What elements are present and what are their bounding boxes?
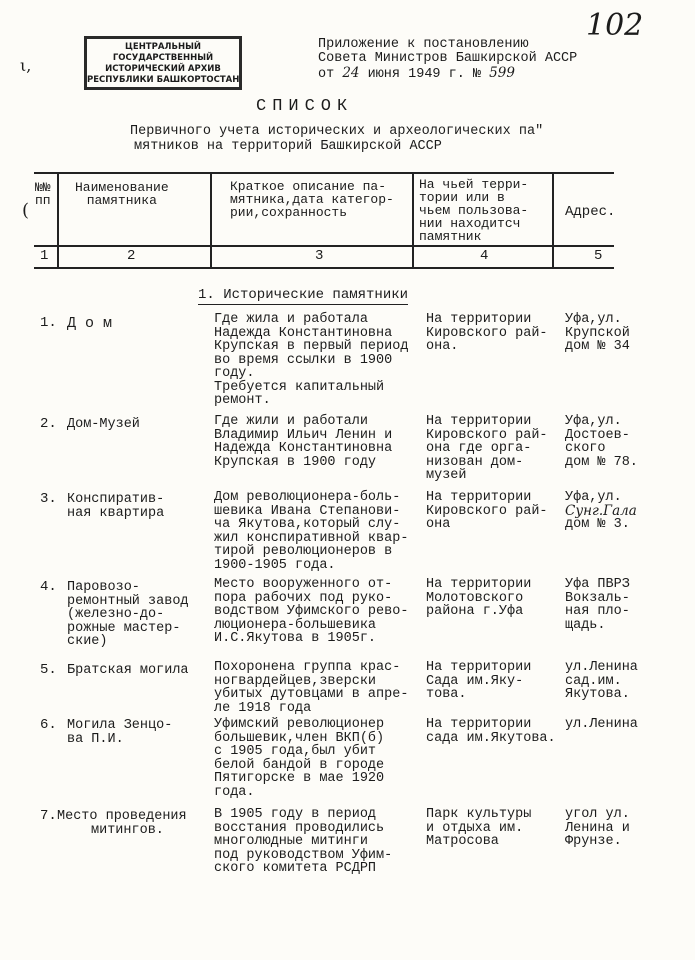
table-top-border (34, 172, 614, 174)
header-num (35, 181, 51, 207)
row-name-line: ная квартира (67, 505, 165, 521)
row-name (67, 664, 189, 678)
row-name-line: Паровозо- (67, 580, 140, 595)
description-line: большевик,член ВКП(б) (214, 730, 385, 746)
row-name (67, 418, 140, 432)
description-line: И.С.Якутова в 1905г. (214, 631, 377, 646)
header-line: тории или в (419, 190, 505, 205)
address-line: ул.Ленина (565, 717, 638, 732)
row-name-line: ремонтный завод (67, 593, 189, 609)
row-territory (426, 415, 548, 483)
row-number: 2. (40, 416, 57, 432)
appendix-number: 599 (489, 65, 515, 81)
territory-line: и отдыха им. (426, 820, 524, 836)
row-address (565, 415, 638, 469)
row-name (67, 581, 189, 649)
territory-line: На территории (426, 414, 532, 429)
row-territory (426, 578, 531, 619)
column-number: 3 (315, 248, 324, 264)
description-line: жил конспиративной квар- (214, 530, 409, 546)
stamp-line: ИСТОРИЧЕСКИЙ АРХИВ (105, 64, 221, 74)
row-description (214, 578, 408, 646)
column-divider (57, 172, 59, 267)
description-line: ремонт. (214, 393, 271, 408)
territory-line: Матросова (426, 834, 499, 849)
row-name-line: ва П.И. (67, 731, 124, 747)
address-line: дом № 78. (565, 454, 638, 470)
header-line: Краткое описание па- (230, 179, 387, 194)
column-number: 1 (40, 248, 49, 264)
row-number: 7. (40, 808, 57, 824)
header-line: №№ (35, 180, 51, 195)
row-name (57, 810, 187, 837)
description-line: ногвардейцев,зверски (214, 673, 377, 689)
description-line: 1900-1905 года. (214, 557, 336, 573)
column-divider (552, 172, 554, 267)
description-line: В 1905 году в период (214, 807, 377, 822)
row-name (67, 317, 112, 331)
row-number: 1. (40, 315, 57, 331)
document-subtitle (130, 124, 543, 154)
territory-line: На территории (426, 577, 532, 592)
territory-line: На территории (426, 717, 532, 732)
description-line: во время ссылки в 1900 (214, 352, 393, 368)
subtitle-line: Первичного учета исторических и археологических па" (130, 124, 544, 139)
territory-line: На территории (426, 312, 532, 327)
row-description (214, 491, 408, 572)
appendix-line: Совета Министров Башкирской АССР (318, 51, 578, 66)
description-line: Надежда Константиновна (214, 441, 393, 456)
row-territory (426, 661, 531, 702)
description-line: восстания проводились (214, 820, 385, 836)
address-line: Уфа,ул. (565, 490, 622, 505)
row-description (214, 718, 384, 799)
address-line: Крупской (565, 325, 630, 341)
description-line: под руководством Уфим- (214, 847, 393, 863)
row-address (565, 491, 637, 532)
column-divider (412, 172, 414, 267)
address-line: дом № 34 (565, 339, 630, 354)
header-name (75, 181, 169, 207)
description-line: Крупская в 1900 году (214, 454, 377, 470)
description-line: шевика Ивана Степанови- (214, 503, 401, 519)
row-name-line: Могила Зенцо- (67, 718, 173, 733)
appendix-month-year: июня 1949 г. № (367, 67, 482, 82)
address-line: Фрунзе. (565, 834, 622, 849)
description-line: ского комитета РСДРП (214, 861, 377, 876)
row-address (565, 808, 630, 849)
address-line: Уфа,ул. (565, 312, 622, 327)
row-name-line: Братская могила (67, 663, 189, 678)
header-line: памятник (419, 229, 482, 244)
address-line: угол ул. (565, 807, 630, 822)
address-line: Достоев- (565, 427, 630, 443)
territory-line: Парк культуры (426, 807, 532, 822)
description-line: году. (214, 366, 255, 381)
row-address (565, 313, 630, 354)
row-territory (426, 808, 531, 849)
appendix-line: Приложение к постановлению (318, 37, 529, 52)
header-line: На чьей терри- (419, 177, 529, 192)
row-number: 6. (40, 717, 57, 733)
header-line: пп (35, 193, 51, 208)
description-line: пора рабочих под руко- (214, 590, 393, 606)
header-line: Наименование (75, 180, 169, 195)
row-address (565, 578, 630, 632)
address-line: ул.Ленина (565, 660, 638, 675)
stamp-line: ГОСУДАРСТВЕННЫЙ (112, 53, 214, 63)
document-title: СПИСОК (256, 97, 354, 116)
subtitle-line: мятников на территорий Башкирской АССР (134, 139, 442, 154)
row-name-line: Конспиратив- (67, 492, 165, 507)
header-line: нии находитсч (419, 216, 521, 231)
territory-line: На территории (426, 490, 532, 505)
header-line: рии,сохранность (230, 205, 348, 220)
row-name-line: (железно-до- (67, 607, 165, 622)
row-name-line: Д о м (67, 315, 113, 332)
row-number: 4. (40, 579, 57, 595)
description-line: ча Якутова,который слу- (214, 517, 401, 532)
description-line: Крупская в первый период (214, 339, 409, 354)
header-territory (419, 178, 528, 243)
address-line: сад.им. (565, 673, 622, 689)
archive-page-number: 102 (586, 8, 644, 43)
row-name-line: митингов. (91, 822, 164, 838)
row-description (214, 808, 392, 876)
description-line: Где жили и работали (214, 414, 368, 429)
address-line: ная пло- (565, 604, 630, 619)
description-line: убитых дутовцами в апре- (214, 687, 409, 702)
row-name (67, 493, 164, 520)
description-line: многолюдные митинги (214, 834, 368, 849)
territory-line: На территории (426, 660, 532, 675)
description-line: Пятигорске в мае 1920 (214, 771, 385, 786)
address-line: Уфа ПВРЗ (565, 577, 630, 592)
appendix-from: от (318, 67, 335, 82)
territory-line: Сада им.Яку- (426, 673, 524, 689)
description-line: с 1905 года,был убит (214, 744, 377, 759)
header-line: чьем пользова- (419, 203, 529, 218)
description-line: ле 1918 года (214, 700, 312, 716)
row-address (565, 718, 638, 732)
territory-line: сада им.Якутова. (426, 730, 556, 746)
appendix-date-line (318, 66, 577, 82)
address-line: дом № 3. (565, 517, 630, 532)
description-line: Владимир Ильич Ленин и (214, 427, 393, 443)
description-line: водством Уфимского рево- (214, 604, 409, 619)
row-name-line: Дом-Музей (67, 417, 140, 432)
territory-line: она где орга- (426, 441, 532, 456)
description-line: года. (214, 784, 255, 800)
row-territory (426, 718, 556, 745)
description-line: тирой революционеров в (214, 544, 393, 559)
territory-line: Кировского рай- (426, 503, 548, 519)
territory-line: она. (426, 339, 459, 354)
archive-stamp (84, 36, 242, 90)
description-line: Место вооруженного от- (214, 577, 393, 592)
description-line: Где жила и работала (214, 312, 368, 327)
address-line: Сунг.Гала (565, 502, 637, 519)
territory-line: низован дом- (426, 454, 524, 470)
row-address (565, 661, 638, 702)
stamp-line: РЕСПУБЛИКИ БАШКОРТОСТАН (87, 75, 240, 85)
description-line: Уфимский революционер (214, 717, 385, 732)
margin-mark: ι, (20, 56, 32, 75)
row-name-line: рожные мастер- (67, 620, 181, 636)
margin-mark: ( (22, 200, 30, 221)
territory-line: Кировского рай- (426, 427, 548, 443)
territory-line: района г.Уфа (426, 604, 524, 619)
row-number: 5. (40, 662, 57, 678)
territory-line: музей (426, 468, 467, 483)
address-line: Вокзаль- (565, 590, 630, 606)
row-description (214, 415, 392, 469)
row-number: 3. (40, 491, 57, 507)
stamp-line: ЦЕНТРАЛЬНЫЙ (125, 42, 201, 52)
address-line: Якутова. (565, 687, 630, 702)
description-line: белой бандой в городе (214, 757, 385, 773)
header-address: Адрес. (565, 204, 616, 220)
appendix-header (318, 38, 577, 82)
row-territory (426, 491, 548, 532)
column-number: 5 (594, 248, 603, 264)
section-title: 1. Исторические памятники (198, 287, 409, 303)
address-line: Уфа,ул. (565, 414, 622, 429)
description-line: Дом революционера-боль- (214, 490, 401, 505)
header-description (230, 180, 394, 219)
appendix-day: 24 (342, 65, 360, 81)
description-line: Похоронена группа крас- (214, 660, 401, 675)
address-line: щадь. (565, 617, 606, 633)
row-name (67, 719, 172, 746)
description-line: Требуется капитальный (214, 379, 385, 395)
territory-line: това. (426, 687, 467, 702)
territory-line: Молотовского (426, 590, 524, 606)
row-territory (426, 313, 548, 354)
row-description (214, 661, 408, 715)
address-line: Ленина и (565, 820, 630, 836)
table-numbers-border (34, 267, 614, 269)
column-divider (210, 172, 212, 267)
column-number: 4 (480, 248, 489, 264)
territory-line: Кировского рай- (426, 325, 548, 341)
header-line: памятника (86, 193, 157, 208)
address-line: ского (565, 441, 606, 456)
column-number: 2 (127, 248, 136, 264)
row-name-line: ские) (67, 634, 108, 649)
description-line: люционера-большевика (214, 617, 377, 633)
description-line: Надежда Константиновна (214, 325, 393, 341)
territory-line: она (426, 517, 451, 532)
row-description (214, 313, 408, 408)
table-header-border (34, 245, 614, 247)
header-line: мятника,дата категор- (230, 192, 394, 207)
row-name-line: Место проведения (57, 809, 187, 824)
